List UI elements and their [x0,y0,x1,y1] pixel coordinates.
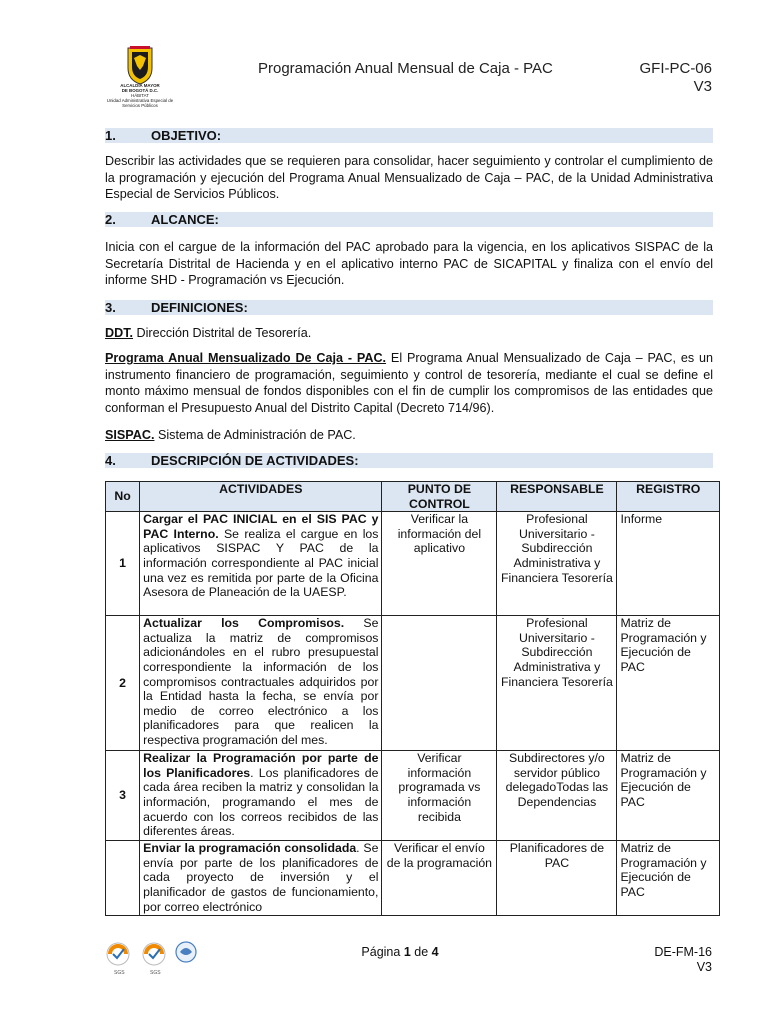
definition-ddt: DDT. Dirección Distrital de Tesorería. [105,326,312,340]
row-number: 1 [106,512,140,616]
alcance-text: Inicia con el cargue de la información del PAC aprobado para la vigencia, en los aplicativos SISPAC de la Secretaría Distrital de Hacienda y en el aplicativo interno PAC de SICAPITAL y finaliza con el envío del informe SHD - Programación vs Ejecución. [105,240,713,287]
control-cell: Verificar información programada vs información recibida [382,751,497,841]
responsable-cell: Profesional Universitario - Subdirección Administrativa y Financiera Tesorería [497,616,617,751]
footer-code-id: DE-FM-16 [654,945,712,959]
footer-code [640,945,712,975]
table-row [106,751,720,841]
logo-caption: ALCALDÍA MAYOR DE BOGOTÁ D.C. HÁBITAT Unidad Administrativa Especial de Servicios Públicos [106,83,174,108]
responsable-cell: Profesional Universitario - Subdirección Administrativa y Financiera Tesorería [497,512,617,616]
activities-table [105,481,720,916]
document-code [632,60,712,96]
row-number [106,841,140,916]
responsable-cell: Planificadores de PAC [497,841,617,916]
table-row [106,841,720,916]
control-cell: Verificar el envío de la programación [382,841,497,916]
header-registro: REGISTRO [617,482,720,512]
section-heading-alcance: 2. ALCANCE: [105,212,713,227]
registro-cell: Matriz de Programación y Ejecución de PAC [617,751,720,841]
section-heading-objetivo: 1. OBJETIVO: [105,128,713,143]
definition-pac: Programa Anual Mensualizado De Caja - PAC. El Programa Anual Mensualizado de Caja – PAC, es un instrumento financiero de programación, seguimiento y control de tesorería, mediante el cual se define el monto máximo mensual de fondos disponibles con el fin de cumplir los compromisos de las entidades que conforman el Presupuesto Anual del Distrito Capital (Decreto 714/96). [105,351,713,415]
activity-cell: Enviar la programación consolidada. Se envía por parte de los planificadores de cada proyecto de inversión y el planificador de gastos de funcionamiento, por correo electrónico [140,841,382,916]
section-heading-descripcion: 4. DESCRIPCIÓN DE ACTIVIDADES: [105,453,713,468]
control-cell [382,616,497,751]
activity-cell: Realizar la Programación por parte de los Planificadores. Los planificadores de cada área reciben la matriz y consolidan la información, programando el mes de acuerdo con los correos recibidos de las diferentes áreas. [140,751,382,841]
sgs-cert-icon [107,943,129,965]
sgs-cert-icon [143,943,165,965]
row-number: 2 [106,616,140,751]
definition-sispac: SISPAC. Sistema de Administración de PAC. [105,428,356,442]
activity-cell: Actualizar los Compromisos. Se actualiza la matriz de compromisos adicionándoles en el rubro presupuestal correspondiente la información de los compromisos contractuales adquiridos por la Entidad hasta la fecha, se envía por medio de correo electrónico a los planificadores para que realicen la respectiva programación del mes. [140,616,382,751]
control-cell: Verificar la información del aplicativo [382,512,497,616]
page-number: Página 1 de 4 [361,945,439,959]
header-actividades: ACTIVIDADES [140,482,382,512]
activity-cell: Cargar el PAC INICIAL en el SIS PAC y PAC Interno. Se realiza el cargue en los aplicativos SISPAC Y PAC de la información correspondiente al PAC inicial una vez es remitida por parte de la Oficina Asesora de Planeación de la UAESP. [140,512,382,616]
svg-text:SGS: SGS [114,970,125,976]
svg-text:SGS: SGS [150,970,161,976]
certification-logos [106,940,202,980]
registro-cell: Informe [617,512,720,616]
table-header-row [106,482,720,512]
document-version: V3 [693,78,712,95]
row-number: 3 [106,751,140,841]
section-heading-definiciones: 3. DEFINICIONES: [105,300,713,315]
quality-seal-icon [176,942,196,962]
header-no: No [106,482,140,512]
responsable-cell: Subdirectores y/o servidor público delegadoTodas las Dependencias [497,751,617,841]
objetivo-text: Describir las actividades que se requieren para consolidar, hacer seguimiento y controlar el cumplimiento de la programación y ejecución del Programa Anual Mensualizado de Caja – PAC, de la Unidad Administrativa Especial de Servicios Públicos. [105,154,713,201]
header-punto-de-control: PUNTO DE CONTROL [382,482,497,512]
table-row [106,512,720,616]
registro-cell: Matriz de Programación y Ejecución de PAC [617,616,720,751]
document-title: Programación Anual Mensual de Caja - PAC [258,60,553,77]
footer-version: V3 [696,960,712,974]
header-responsable: RESPONSABLE [497,482,617,512]
table-row [106,616,720,751]
registro-cell: Matriz de Programación y Ejecución de PAC [617,841,720,916]
document-code-id: GFI-PC-06 [639,60,712,77]
